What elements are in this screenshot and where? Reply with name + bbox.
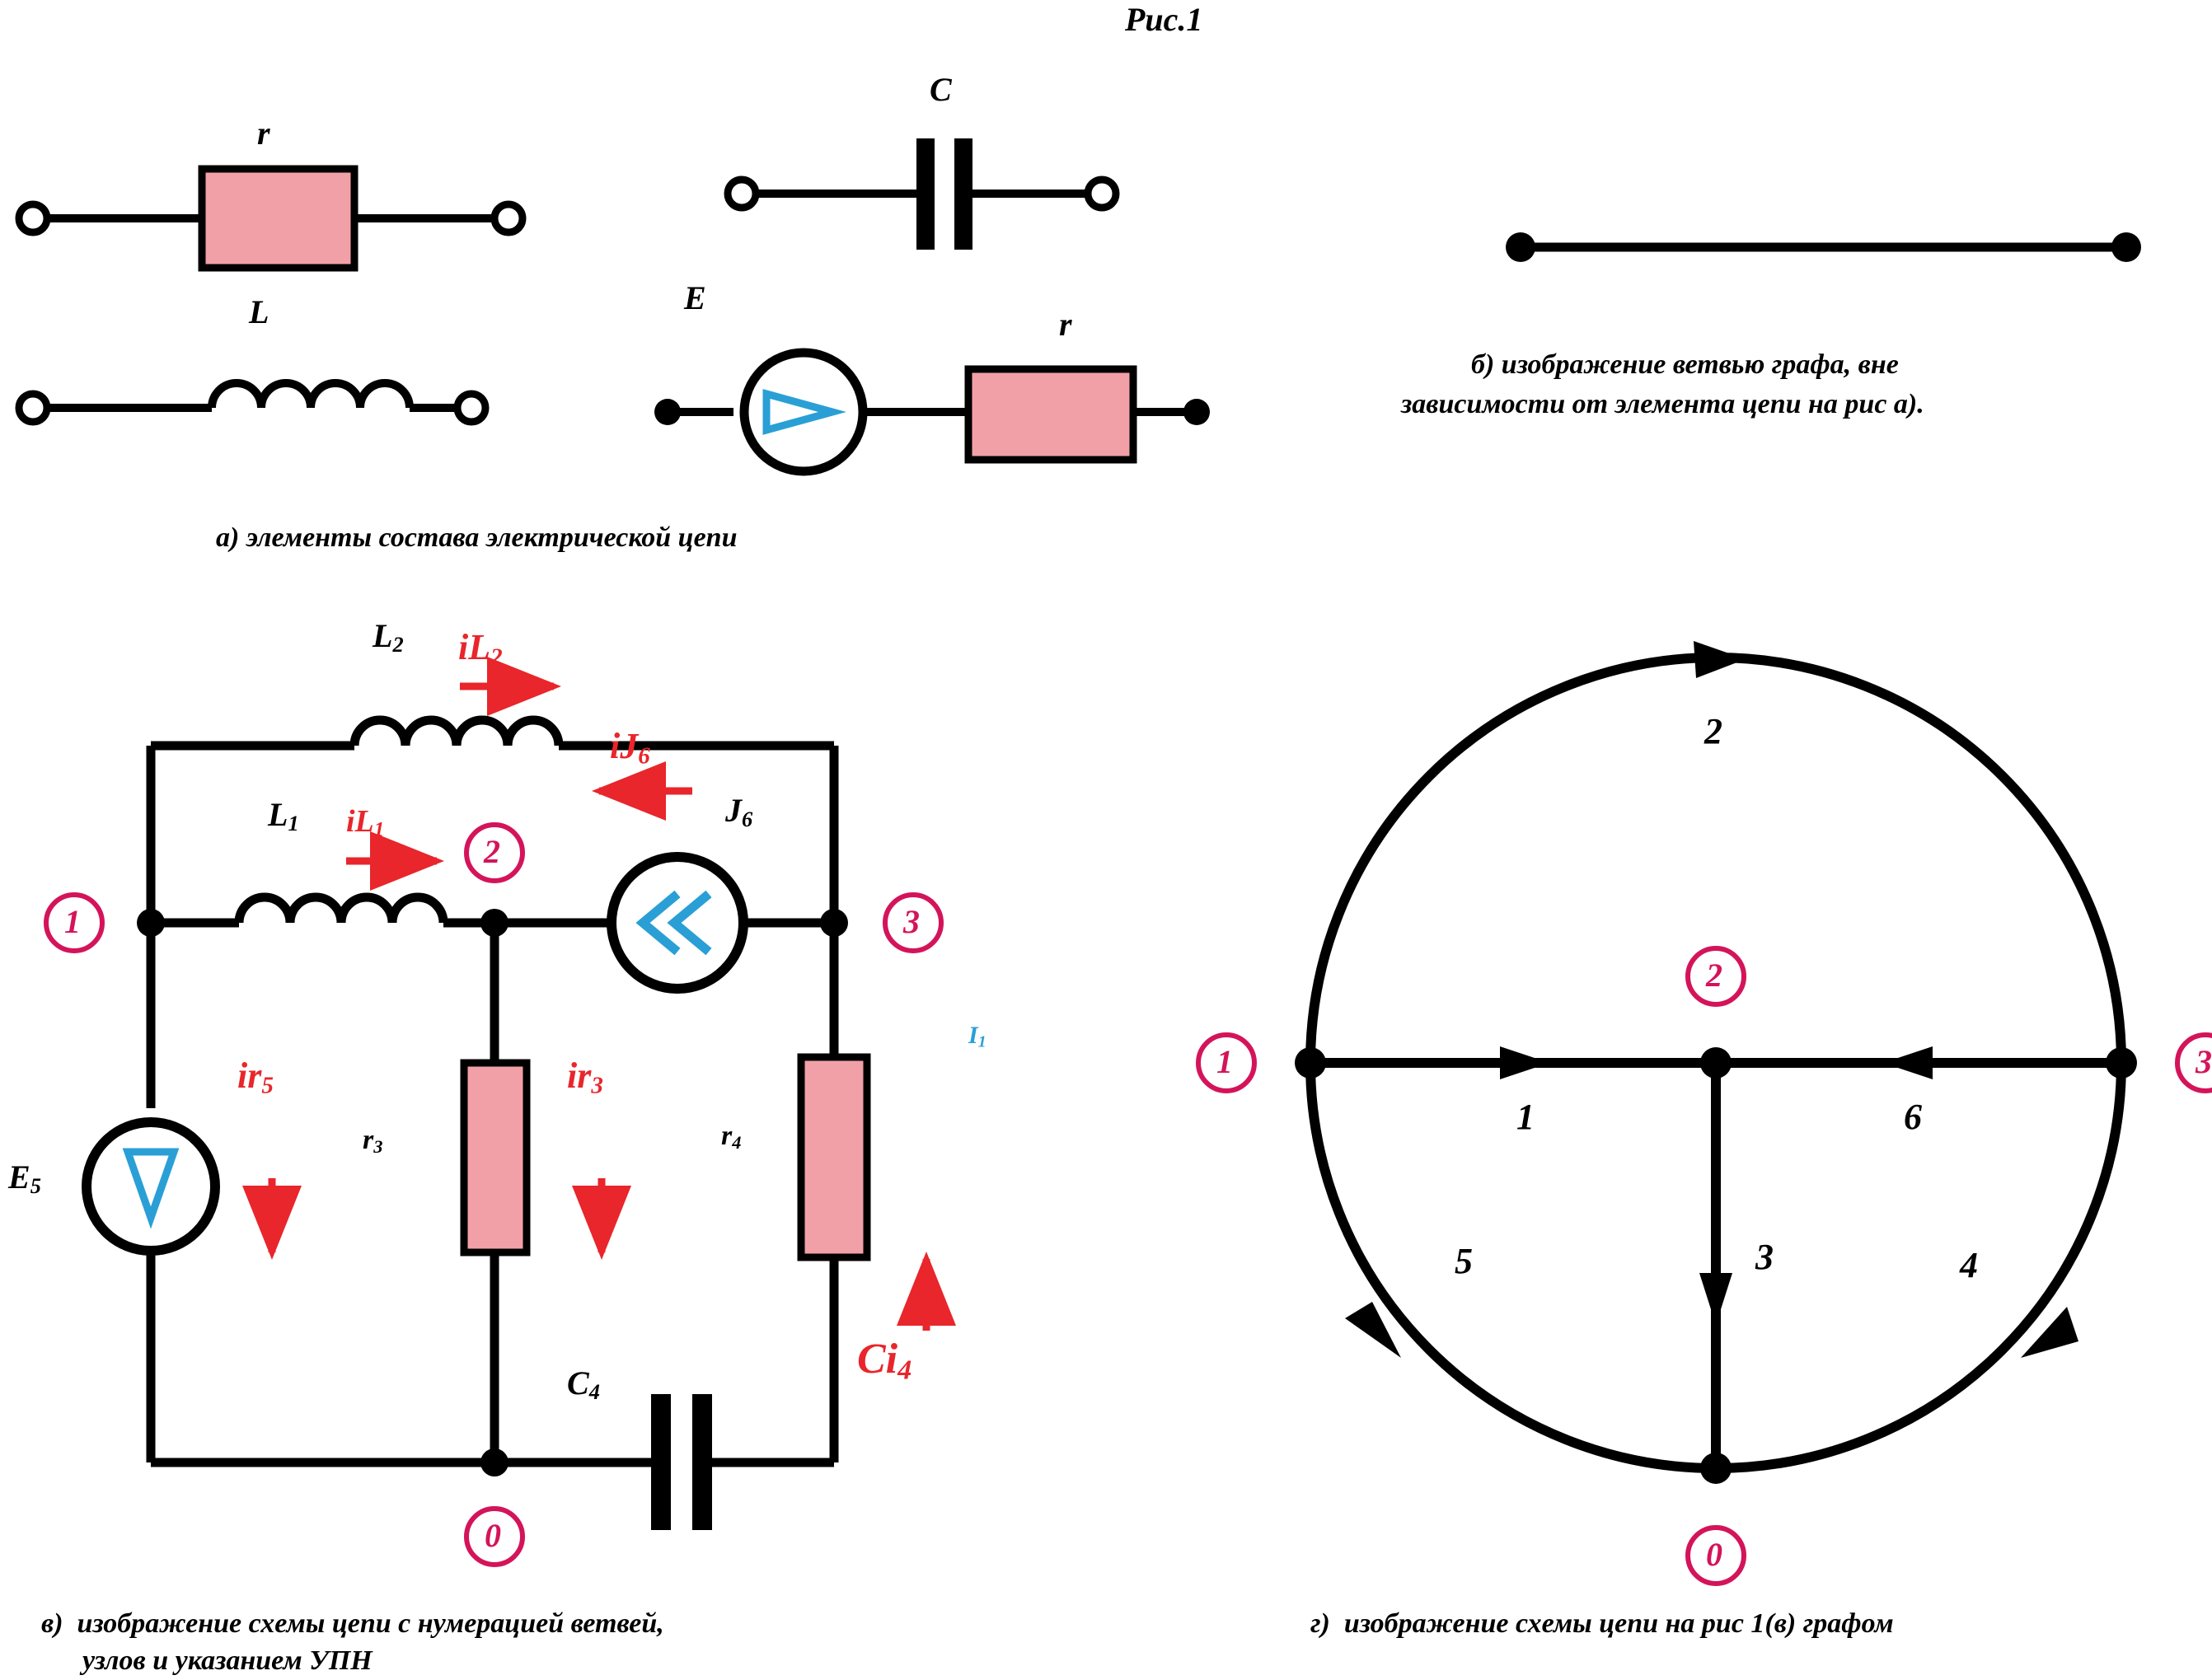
label-current-iL1: $iL_1$ [346, 804, 385, 841]
caption-v-line1: в) изображение схемы цепи с нумерацией ветвей, [41, 1608, 664, 1639]
branch-label-2: 2 [1704, 711, 1722, 751]
label-inductor-L: L [249, 293, 269, 330]
node-label-3-v: 3 [903, 903, 920, 940]
label-L1: $L_1$ [268, 796, 299, 835]
panel-a-resistor [19, 169, 523, 268]
label-resistor-r2: r [1059, 306, 1072, 343]
branch-label-4: 4 [1960, 1245, 1978, 1285]
caption-b-line1: б) изображение ветвью графа, вне [1471, 349, 1899, 380]
caption-v-line2: узлов и указанием УПН [82, 1645, 373, 1676]
caption-a: а) элементы состава электрической цепи [216, 522, 738, 553]
node-label-1-v: 1 [64, 903, 81, 940]
node-label-2-v: 2 [484, 833, 500, 870]
node-label-0-v: 0 [485, 1517, 501, 1554]
panel-a-capacitor [728, 138, 1116, 250]
node-label-0-g: 0 [1706, 1536, 1722, 1573]
label-source-E: E [684, 279, 706, 316]
caption-b-line2: зависимости от элемента цепи на рис а). [1401, 389, 1924, 419]
label-r4: $r_4$ [721, 1121, 742, 1153]
label-capacitor-C: C [930, 71, 952, 108]
label-current-Ci4: $Ci_4$ [857, 1336, 912, 1386]
branch-label-1: 1 [1516, 1097, 1535, 1137]
panel-b-branch [1506, 232, 2141, 262]
caption-g: г) изображение схемы цепи на рис 1(в) графом [1310, 1608, 1894, 1639]
branch-label-3: 3 [1755, 1237, 1774, 1277]
label-resistor-r: r [257, 115, 270, 152]
label-current-ir5: $ir_5$ [237, 1055, 274, 1099]
node-label-2-g: 2 [1706, 957, 1722, 994]
branch-label-6: 6 [1904, 1097, 1922, 1137]
label-current-ir3: $ir_3$ [567, 1055, 603, 1099]
label-C4: $C_4$ [567, 1364, 600, 1404]
node-label-3-g: 3 [2196, 1043, 2212, 1080]
panel-a-source-e [654, 353, 1210, 471]
label-current-I1: $I_1$ [968, 1022, 986, 1051]
label-current-iJ6: $iJ_6$ [610, 726, 650, 770]
label-current-iL2: $iL_2$ [458, 627, 503, 671]
figure-title: Рис.1 [1125, 1, 1203, 38]
branch-label-5: 5 [1455, 1241, 1473, 1281]
label-L2: $L_2$ [373, 617, 404, 657]
panel-g-graph [1198, 641, 2212, 1584]
panel-a-inductor [19, 383, 485, 422]
node-label-1-g: 1 [1216, 1043, 1233, 1080]
panel-v-circuit [46, 686, 941, 1565]
label-J6: $J_6$ [725, 792, 753, 831]
label-r3: $r_3$ [363, 1125, 383, 1157]
label-E5: $E_5$ [8, 1158, 41, 1198]
